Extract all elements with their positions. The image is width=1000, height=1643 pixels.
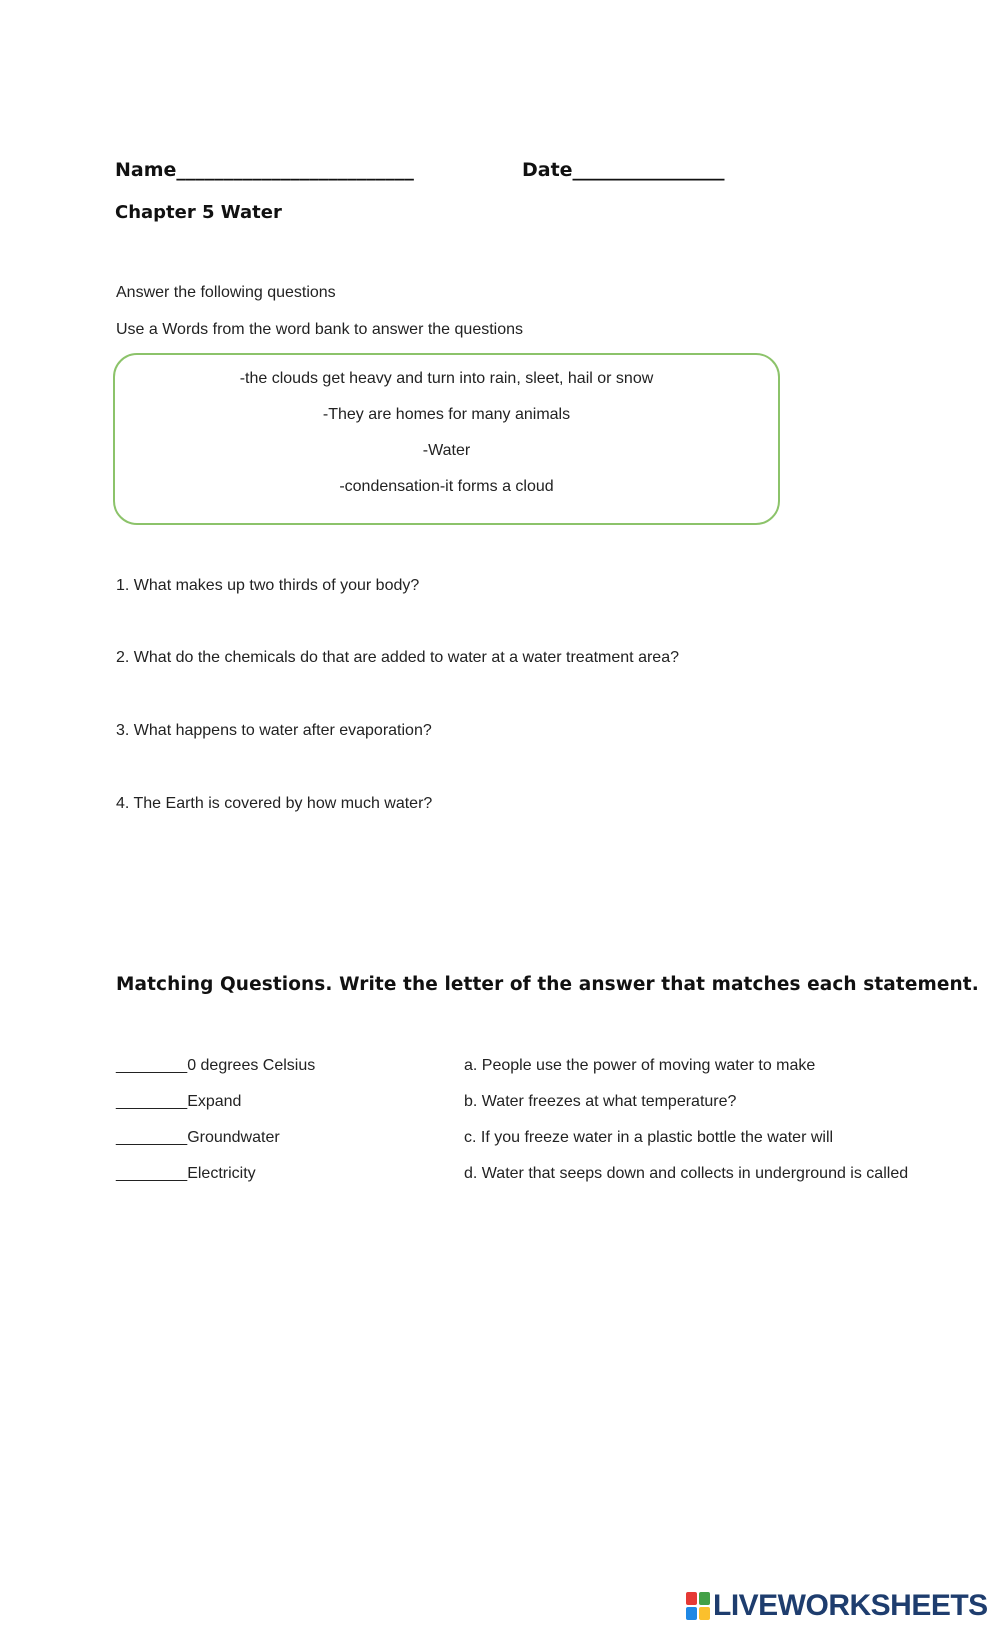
matching-definition: c. If you freeze water in a plastic bottle the water will bbox=[464, 1129, 834, 1146]
word-bank-box bbox=[113, 353, 780, 525]
chapter-title: Chapter 5 Water bbox=[115, 202, 282, 223]
matching-term: ________0 degrees Celsius bbox=[116, 1057, 316, 1074]
logo-text: LIVEWORKSHEETS bbox=[713, 1589, 988, 1622]
name-field-line: Name_________________________ bbox=[115, 159, 414, 181]
date-field-line: Date________________ bbox=[522, 159, 725, 181]
matching-heading: Matching Questions. Write the letter of the answer that matches each statement. bbox=[116, 974, 979, 995]
matching-term: ________Expand bbox=[116, 1093, 242, 1110]
liveworksheets-logo bbox=[686, 1586, 988, 1626]
matching-definition: d. Water that seeps down and collects in underground is called bbox=[464, 1165, 909, 1182]
question-1: 1. What makes up two thirds of your body? bbox=[116, 577, 420, 594]
question-4: 4. The Earth is covered by how much water? bbox=[116, 795, 433, 812]
matching-term: ________Groundwater bbox=[116, 1129, 280, 1146]
word-bank-item: -the clouds get heavy and turn into rain, sleet, hail or snow bbox=[239, 370, 654, 387]
logo-mark-icon bbox=[686, 1592, 710, 1620]
instruction-answer-questions: Answer the following questions bbox=[116, 284, 336, 301]
question-2: 2. What do the chemicals do that are added to water at a water treatment area? bbox=[116, 649, 679, 666]
word-bank-item: -They are homes for many animals bbox=[322, 406, 571, 423]
word-bank-item: -Water bbox=[422, 442, 471, 459]
instruction-word-bank: Use a Words from the word bank to answer the questions bbox=[116, 321, 524, 338]
matching-term: ________Electricity bbox=[116, 1165, 256, 1182]
matching-definition: b. Water freezes at what temperature? bbox=[464, 1093, 737, 1110]
question-3: 3. What happens to water after evaporation? bbox=[116, 722, 432, 739]
word-bank-item: -condensation-it forms a cloud bbox=[339, 478, 554, 495]
matching-definition: a. People use the power of moving water to make bbox=[464, 1057, 816, 1074]
